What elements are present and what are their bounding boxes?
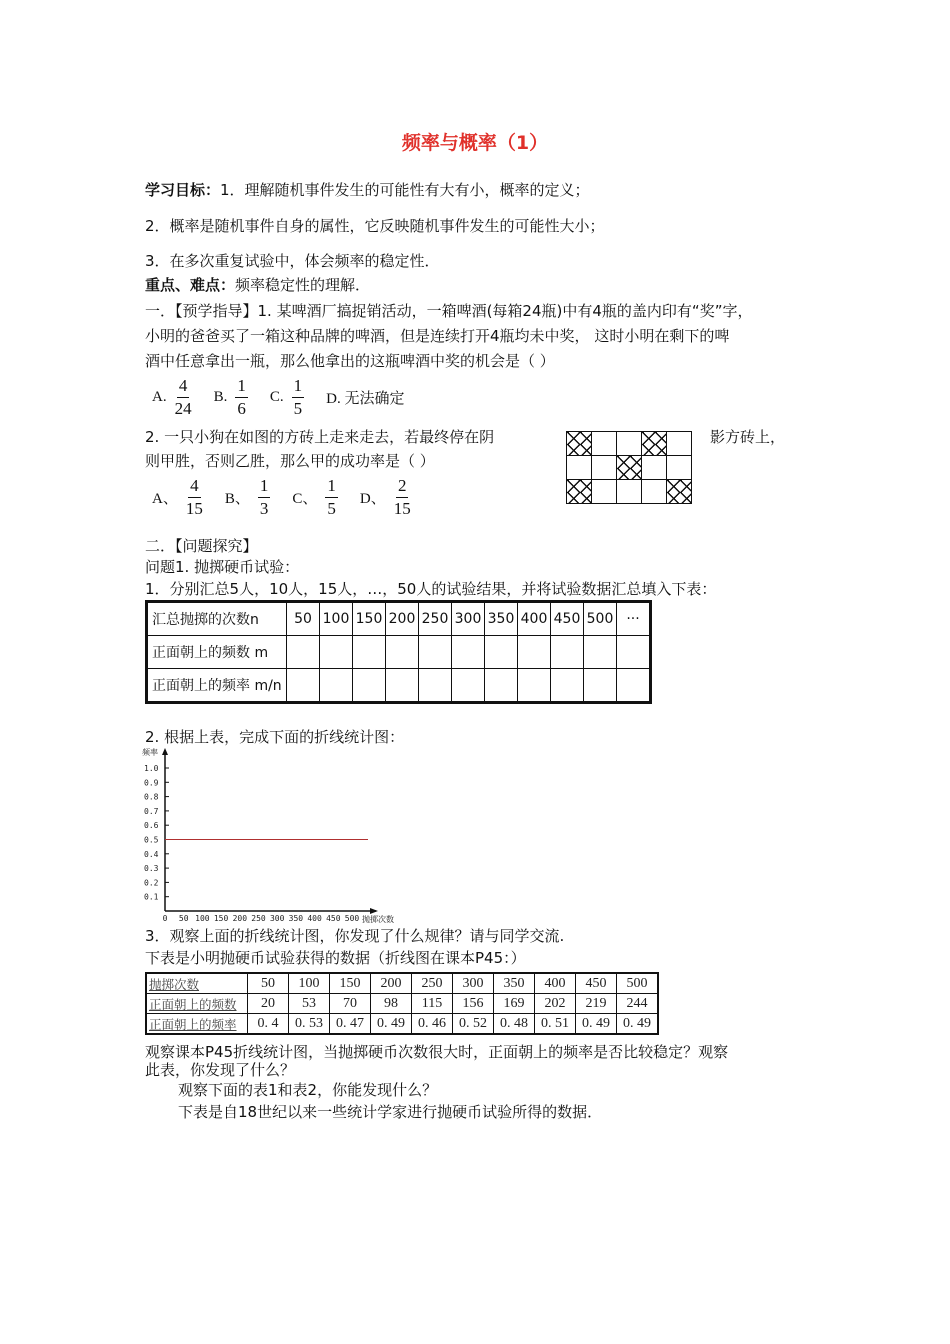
tile	[592, 480, 617, 504]
empty-cell[interactable]	[419, 669, 452, 703]
key-label: 重点、难点：	[145, 276, 236, 294]
fraction	[258, 475, 271, 520]
column-header: 400	[518, 602, 551, 636]
row-header: 汇总抛掷的次数n	[147, 602, 287, 636]
section-heading: 二．【问题探究】	[145, 537, 258, 555]
table-row	[147, 669, 651, 703]
column-header: 50	[287, 602, 320, 636]
goal-3: 3．在多次重复试验中，体会频率的稳定性．	[145, 252, 440, 270]
empty-cell[interactable]	[419, 636, 452, 669]
empty-cell[interactable]	[485, 636, 518, 669]
problem-title: 问题1. 抛掷硬币试验：	[145, 558, 300, 576]
tile	[667, 456, 692, 480]
q1-line: 小明的爸爸买了一箱这种品牌的啤酒，但是连续打开4瓶均未中奖， 这时小明在剩下的啤	[145, 327, 730, 345]
table-cell: 0. 49	[371, 1014, 412, 1035]
numerator: 1	[235, 375, 248, 398]
empty-cell[interactable]	[584, 669, 617, 703]
shaded-tile	[567, 432, 592, 456]
table-cell: 50	[248, 973, 289, 994]
empty-cell[interactable]	[287, 669, 320, 703]
table-row	[147, 636, 651, 669]
table-cell: 350	[494, 973, 535, 994]
column-header: 350	[485, 602, 518, 636]
y-tick-label: 0.9	[144, 778, 159, 788]
table-cell: 169	[494, 994, 535, 1014]
table-cell: 98	[371, 994, 412, 1014]
table-cell: 250	[412, 973, 453, 994]
fraction	[292, 375, 305, 420]
empty-cell[interactable]	[617, 669, 651, 703]
shaded-tile	[667, 480, 692, 504]
y-tick-label: 0.6	[144, 821, 159, 831]
observation: 下表是自18世纪以来一些统计学家进行抛硬币试验所得的数据．	[178, 1103, 603, 1121]
coin-data-table	[145, 972, 659, 1035]
q1-options	[152, 375, 404, 420]
numerator: 4	[177, 375, 190, 398]
tile	[592, 432, 617, 456]
x-tick-label: 300	[269, 914, 285, 923]
y-tick-label: 0.2	[144, 878, 159, 888]
option-key: C、	[292, 491, 318, 507]
empty-cell[interactable]	[320, 636, 353, 669]
row-header: 正面朝上的频率	[146, 1014, 248, 1035]
table-cell: 0. 48	[494, 1014, 535, 1035]
x-tick-label: 250	[251, 914, 266, 923]
denominator: 5	[327, 499, 336, 518]
x-tick-label: 100	[195, 914, 210, 923]
numerator: 2	[396, 475, 409, 498]
table-cell: 0. 46	[412, 1014, 453, 1035]
grid-row	[567, 456, 692, 480]
q1-line: 酒中任意拿出一瓶，那么他拿出的这瓶啤酒中奖的机会是（ ）	[145, 352, 555, 370]
fraction	[325, 475, 338, 520]
step-3: 3．观察上面的折线统计图，你发现了什么规律？请与同学交流.	[145, 927, 565, 945]
denominator: 5	[293, 399, 303, 418]
table-row	[146, 994, 658, 1014]
denominator: 15	[393, 499, 411, 518]
y-tick-label: 1.0	[144, 764, 159, 773]
empty-cell[interactable]	[452, 636, 485, 669]
table-cell: 0. 49	[617, 1014, 659, 1035]
table-cell: 0. 51	[535, 1014, 576, 1035]
row-header: 正面朝上的频数 m	[147, 636, 287, 669]
fraction	[186, 475, 203, 520]
goals-label: 学习目标：	[145, 181, 221, 199]
summary-table	[145, 600, 652, 704]
empty-cell[interactable]	[386, 669, 419, 703]
column-header: 450	[551, 602, 584, 636]
y-axis-label: 频率	[142, 748, 158, 757]
tile	[617, 432, 642, 456]
observation: 此表，你发现了什么？	[145, 1061, 296, 1079]
x-tick-label: 450	[326, 914, 341, 923]
tile	[617, 480, 642, 504]
tile	[642, 456, 667, 480]
y-tick-label: 0.4	[144, 849, 159, 859]
x-axis-arrow-icon	[370, 908, 378, 914]
column-header: 250	[419, 602, 452, 636]
x-tick-label: 150	[213, 914, 229, 923]
denominator: 6	[237, 399, 246, 418]
table-cell: 150	[330, 973, 371, 994]
shaded-tile	[567, 480, 592, 504]
fraction	[235, 375, 248, 420]
denominator: 3	[259, 499, 269, 518]
column-header: 100	[320, 602, 353, 636]
table-cell: 300	[453, 973, 494, 994]
row-header: 正面朝上的频率 m/n	[147, 669, 287, 703]
option-key: A、	[152, 491, 178, 507]
x-tick-label: 500	[344, 914, 360, 923]
tile	[592, 456, 617, 480]
fraction	[175, 375, 192, 420]
table-cell: 500	[617, 973, 659, 994]
step-1: 1．分别汇总5人，10人，15人，…，50人的试验结果，并将试验数据汇总填入下表：	[145, 580, 717, 598]
table-cell: 0. 52	[453, 1014, 494, 1035]
table-cell: 53	[289, 994, 330, 1014]
numerator: 4	[188, 475, 201, 498]
empty-cell[interactable]	[617, 636, 651, 669]
table-cell: 450	[576, 973, 617, 994]
empty-cell[interactable]	[518, 636, 551, 669]
answer-option	[292, 475, 338, 520]
x-tick-label: 0	[162, 914, 168, 923]
tile	[667, 432, 692, 456]
column-header: 500	[584, 602, 617, 636]
denominator: 24	[174, 399, 192, 418]
answer-option: D. 无法确定	[326, 391, 405, 407]
column-header: 150	[353, 602, 386, 636]
option-key: B、	[224, 491, 250, 507]
empty-cell[interactable]	[386, 636, 419, 669]
y-axis-arrow-icon	[162, 748, 168, 755]
y-tick-label: 0.5	[144, 835, 159, 845]
empty-cell[interactable]	[551, 669, 584, 703]
key-points	[145, 275, 370, 295]
table-cell: 244	[617, 994, 659, 1014]
option-key: C.	[269, 389, 284, 405]
x-tick-label: 50	[178, 914, 189, 923]
column-header: 200	[386, 602, 419, 636]
table-cell: 0. 4	[248, 1014, 289, 1035]
answer-option	[225, 475, 271, 520]
table-cell: 100	[289, 973, 330, 994]
q1-line: 一．【预学指导】1. 某啤酒厂搞捉销活动，一箱啤酒(每箱24瓶)中有4瓶的盖内印有“奖”字，	[145, 302, 753, 320]
empty-cell[interactable]	[452, 669, 485, 703]
q2-line: 2. 一只小狗在如图的方砖上走来走去，若最终停在阴	[145, 428, 495, 446]
table-cell: 200	[371, 973, 412, 994]
empty-cell[interactable]	[518, 669, 551, 703]
x-axis-label: 抛掷次数	[362, 915, 394, 924]
answer-option	[270, 375, 304, 420]
table-cell: 70	[330, 994, 371, 1014]
x-tick-label: 350	[288, 914, 304, 923]
row-header: 正面朝上的频数	[146, 994, 248, 1014]
answer-option	[152, 375, 192, 420]
table-cell: 0. 47	[330, 1014, 371, 1035]
y-tick-label: 0.8	[144, 792, 159, 802]
tile-grid	[566, 431, 692, 504]
empty-cell[interactable]	[584, 636, 617, 669]
empty-cell[interactable]	[551, 636, 584, 669]
observation: 观察下面的表1和表2，你能发现什么？	[178, 1081, 438, 1099]
empty-cell[interactable]	[287, 636, 320, 669]
numerator: 1	[292, 375, 305, 398]
empty-cell[interactable]	[485, 669, 518, 703]
table-row	[146, 973, 658, 994]
column-header: 300	[452, 602, 485, 636]
column-header: ···	[617, 602, 651, 636]
tile	[567, 456, 592, 480]
y-tick-label: 0.1	[144, 892, 159, 902]
table-cell: 202	[535, 994, 576, 1014]
table-cell: 400	[535, 973, 576, 994]
frequency-line-chart	[140, 745, 410, 930]
x-tick-label: 400	[307, 914, 322, 923]
empty-cell[interactable]	[320, 669, 353, 703]
tile	[642, 480, 667, 504]
q2-line-continued: 影方砖上，	[710, 428, 786, 446]
denominator: 15	[185, 499, 203, 518]
q2-line: 则甲胜，否则乙胜，那么甲的成功率是（ ）	[145, 452, 435, 470]
goal-2: 2．概率是随机事件自身的属性，它反映随机事件发生的可能性大小；	[145, 217, 605, 235]
y-tick-label: 0.3	[144, 864, 159, 874]
table-cell: 0. 53	[289, 1014, 330, 1035]
answer-option	[360, 475, 411, 520]
table-cell: 115	[412, 994, 453, 1014]
shaded-tile	[617, 456, 642, 480]
grid-row	[567, 480, 692, 504]
numerator: 1	[258, 475, 271, 498]
table-row	[146, 1014, 658, 1035]
answer-option	[214, 375, 248, 420]
q2-options	[152, 475, 433, 520]
empty-cell[interactable]	[353, 669, 386, 703]
table-cell: 0. 49	[576, 1014, 617, 1035]
table-cell: 20	[248, 994, 289, 1014]
shaded-tile	[642, 432, 667, 456]
option-key: B.	[213, 389, 228, 405]
step-2: 2. 根据上表，完成下面的折线统计图：	[145, 728, 405, 746]
table2-intro: 下表是小明抛硬币试验获得的数据（折线图在课本P45：）	[145, 949, 526, 967]
table-cell: 219	[576, 994, 617, 1014]
page-title: 频率与概率（1）	[401, 132, 549, 154]
goal-text: 1．理解随机事件发生的可能性有大有小，概率的定义；	[220, 181, 590, 199]
table-cell: 156	[453, 994, 494, 1014]
table-row	[147, 602, 651, 636]
y-tick-label: 0.7	[144, 806, 159, 816]
x-tick-label: 200	[232, 914, 248, 923]
answer-option	[152, 475, 203, 520]
row-header: 抛掷次数	[146, 973, 248, 994]
grid-row	[567, 432, 692, 456]
option-key: D、	[359, 491, 386, 507]
fraction	[394, 475, 411, 520]
key-text: 频率稳定性的理解．	[235, 276, 371, 294]
empty-cell[interactable]	[353, 636, 386, 669]
goal-1	[145, 180, 590, 200]
option-key: A.	[152, 389, 167, 405]
numerator: 1	[325, 475, 338, 498]
observation: 观察课本P45折线统计图，当抛掷硬币次数很大时，正面朝上的频率是否比较稳定？观察	[145, 1043, 729, 1061]
